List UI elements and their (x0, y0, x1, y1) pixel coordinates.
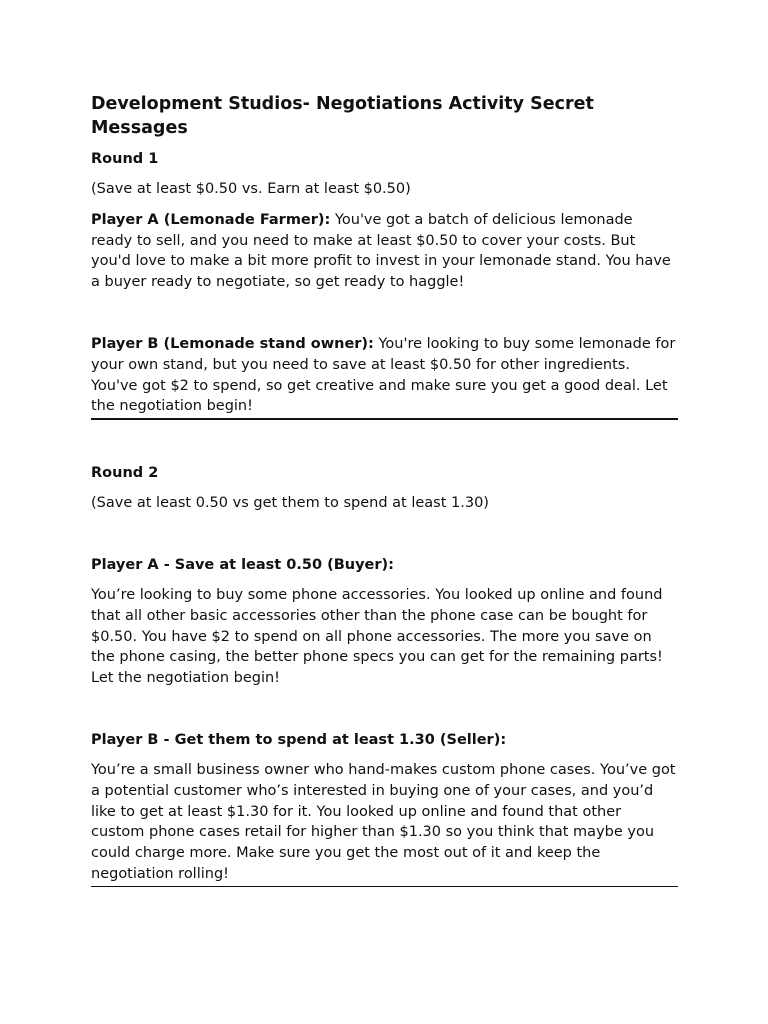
round-2-player-b-heading: Player B - Get them to spend at least 1.30 (Seller): (91, 731, 507, 748)
round-2-divider (91, 886, 678, 887)
round-1-subtitle: (Save at least $0.50 vs. Earn at least $0.50) (91, 181, 411, 197)
round-1-player-a-text: You've got a batch of delicious lemonade ready to sell, and you need to make at least $0.50 to cover your costs. But you'd love to make a bit more profit to invest in your lemonade stand. You have a buyer ready to negotiate, so get ready to haggle! (91, 211, 671, 291)
round-2-heading: Round 2 (91, 465, 159, 482)
round-2-player-b-text: You’re a small business owner who hand-makes custom phone cases. You’ve got a potential customer who’s interested in buying one of your cases, and you’d like to get at least $1.30 for it. You looked up online and found that other custom phone cases retail for higher than $1.30 so you think that maybe you could charge more. Make sure you get the most out of it and keep the negotiation rolling! (91, 761, 676, 882)
document-body (91, 92, 678, 887)
round-1-player-a-paragraph (91, 210, 678, 293)
round-1-player-b-text: You're looking to buy some lemonade for your own stand, but you need to save at least $0.50 for other ingredients. You've got $2 to spend, so get creative and make sure you get a good deal. Let the negotiation begin! (91, 335, 676, 415)
round-1-player-b-label: Player B (Lemonade stand owner): (91, 335, 374, 352)
document-title: Development Studios- Negotiations Activity Secret Messages (91, 94, 594, 138)
round-1-player-b-paragraph (91, 334, 678, 417)
round-1-divider (91, 418, 678, 420)
round-2-player-a-text: You’re looking to buy some phone accessories. You looked up online and found that all other basic accessories other than the phone case can be bought for $0.50. You have $2 to spend on all phone accessories. The more you save on the phone casing, the better phone specs you can get for the remaining parts! Let the negotiation begin! (91, 586, 663, 687)
round-2-subtitle: (Save at least 0.50 vs get them to spend at least 1.30) (91, 495, 489, 512)
round-1-heading: Round 1 (91, 151, 159, 167)
round-2-player-a-heading: Player A - Save at least 0.50 (Buyer): (91, 556, 394, 573)
round-1-player-a-label: Player A (Lemonade Farmer): (91, 211, 331, 228)
